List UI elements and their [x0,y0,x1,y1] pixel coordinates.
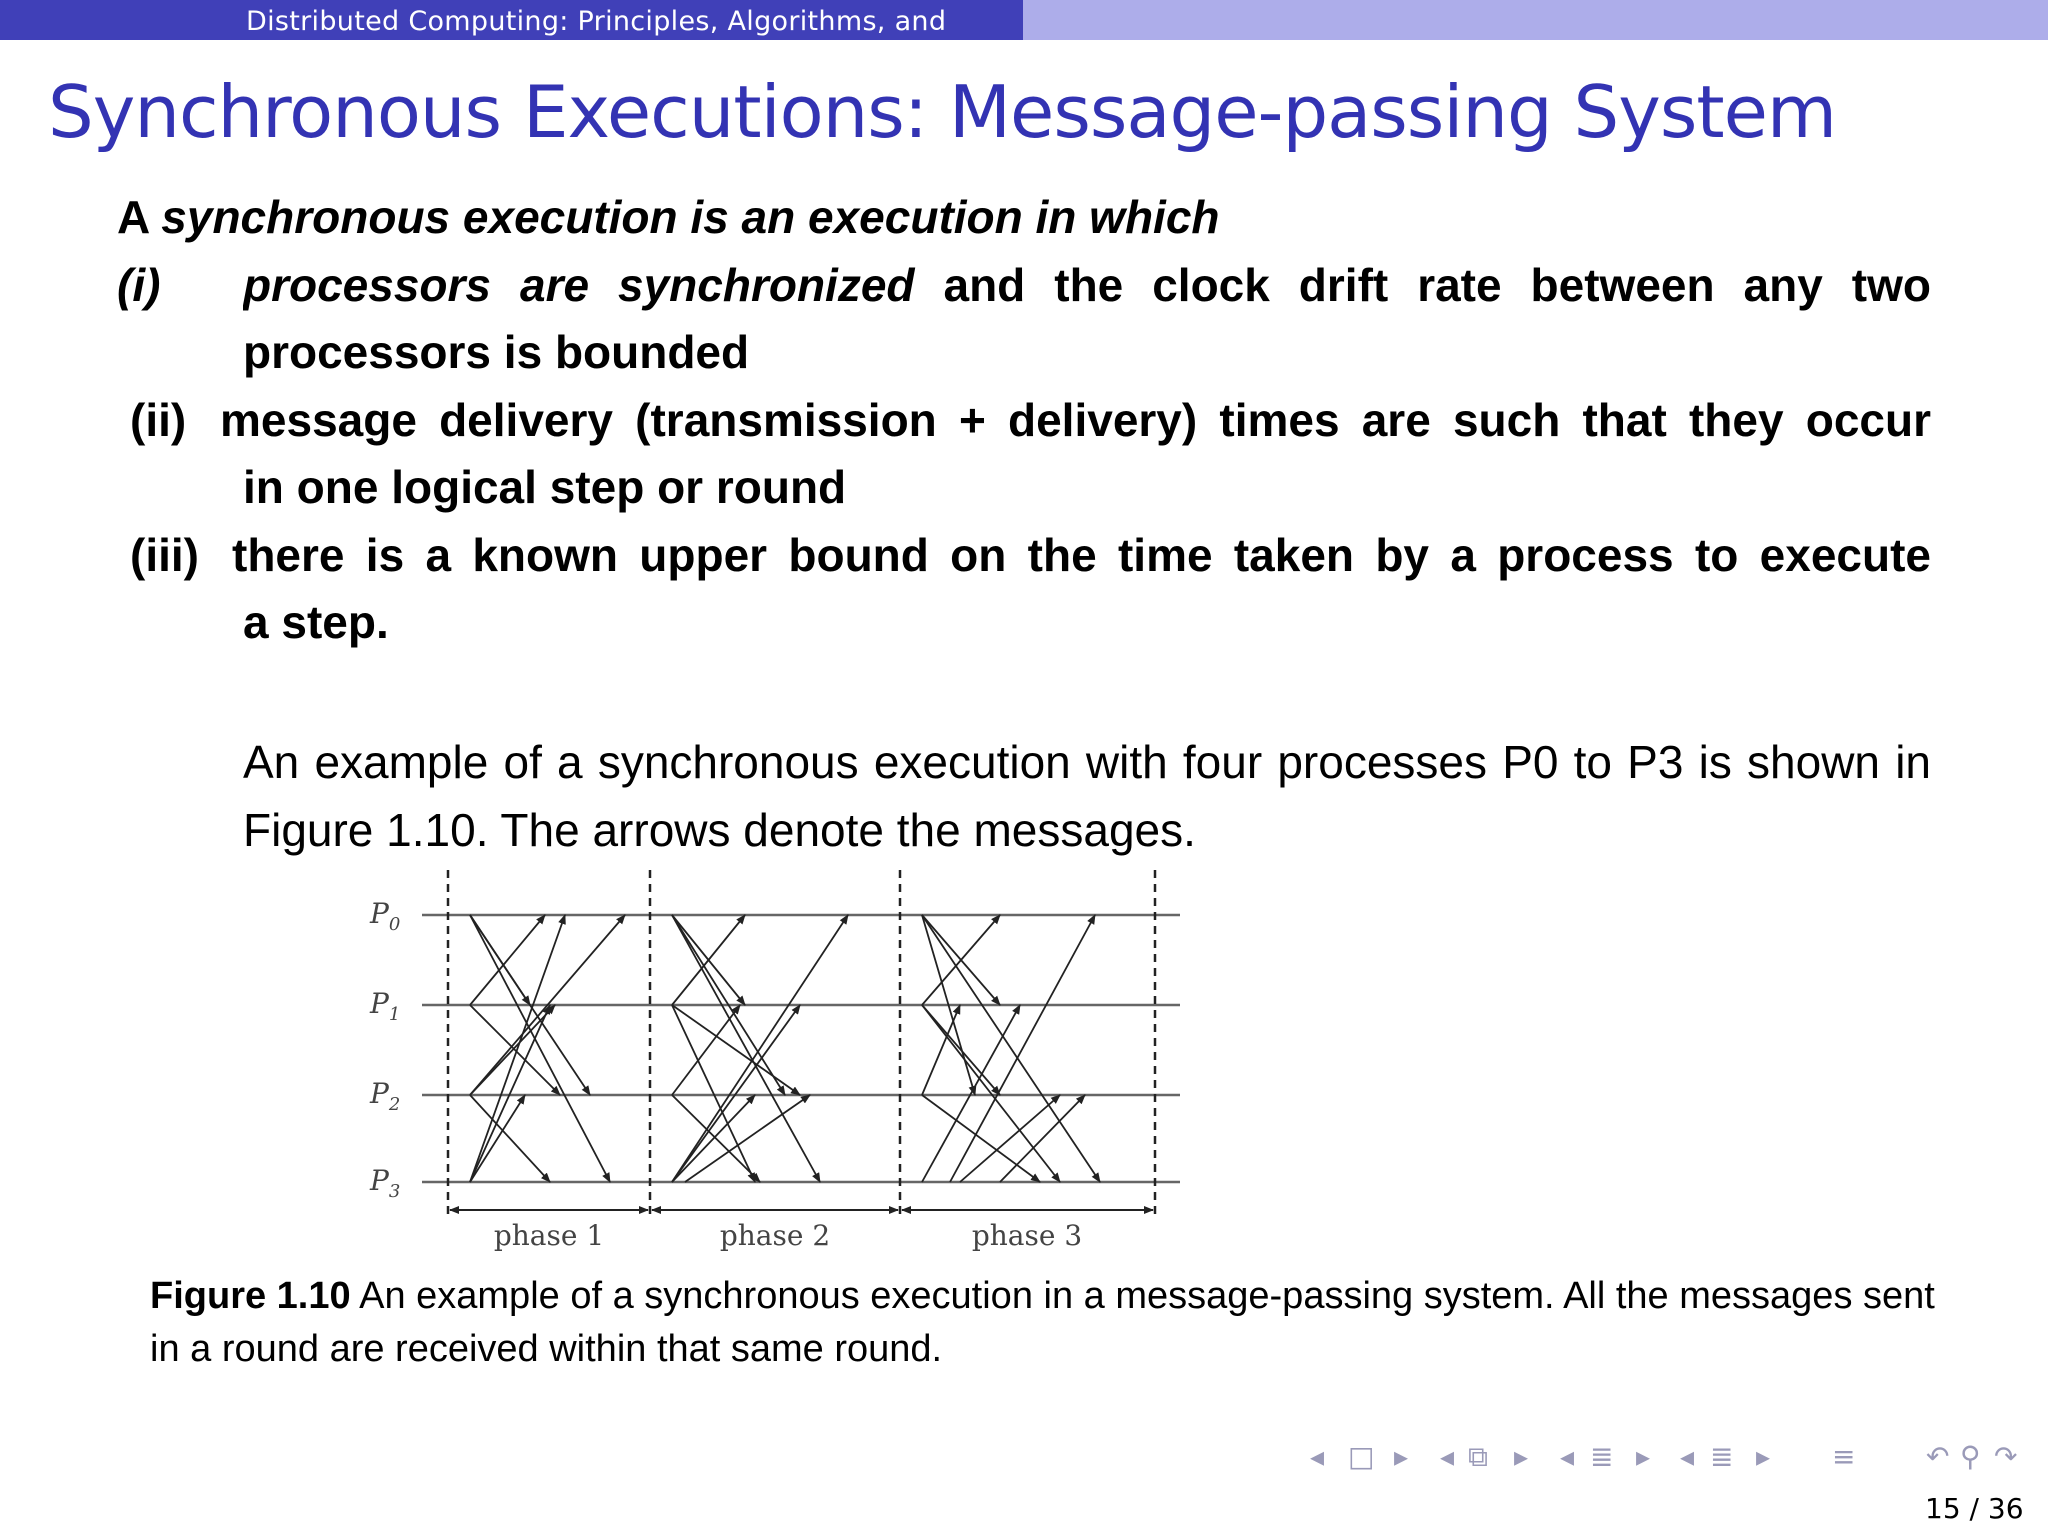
page-current: 15 [1925,1492,1961,1525]
message-arrow [922,1005,960,1095]
header-bar [0,0,2048,40]
header-bar-left [0,0,1023,40]
message-arrow [470,915,610,1182]
nav-prev-icon[interactable]: ◂ [1440,1440,1455,1473]
page-indicator [1925,1492,2024,1525]
process-label: $P_3$ [370,1164,401,1202]
frame-icon[interactable]: □ [1348,1440,1375,1473]
item2-line [220,393,1931,449]
item1-continuation: processors is bounded [243,326,750,378]
item3-continuation: a step. [243,596,389,648]
section-icon[interactable]: ≣ [1590,1440,1614,1473]
subsection-icon[interactable]: ⧉ [1468,1440,1488,1473]
phase-label: phase 2 [719,1219,831,1252]
phase-label: phase 3 [971,1219,1083,1252]
message-arrow [470,915,545,1005]
item2-marker: (ii) [130,394,187,446]
nav-next-icon[interactable]: ▸ [1394,1440,1409,1473]
definition-intro [117,190,1220,244]
message-arrow [1000,1095,1085,1182]
nav-prev-icon[interactable]: ◂ [1560,1440,1575,1473]
redo-icon[interactable]: ↷ [1994,1440,2018,1473]
process-label: $P_1$ [370,987,401,1025]
figure-synchronous-execution [360,860,1190,1260]
header-bar-right [1023,0,2048,40]
beamer-navigation [1310,1440,2030,1480]
page-separator: / [1969,1492,1979,1525]
nav-next-icon[interactable]: ▸ [1514,1440,1529,1473]
message-arrow [960,1095,1060,1182]
item3-line [232,528,1931,584]
item1-rest: and the clock drift rate between any two [914,259,1931,311]
caption-label: Figure 1.10 [150,1275,351,1317]
item3-text: there is a known upper bound on the time taken by a process to execute [232,529,1931,581]
message-arrow [922,1005,1000,1095]
item2-text: message delivery (transmission + delivery) times are such that they occur [220,394,1931,446]
nav-prev-icon[interactable]: ◂ [1680,1440,1695,1473]
message-arrow [672,915,820,1182]
section-icon[interactable]: ≣ [1710,1440,1734,1473]
undo-icon[interactable]: ↶ [1926,1440,1950,1473]
nav-next-icon[interactable]: ▸ [1756,1440,1771,1473]
caption-text: An example of a synchronous execution in a message-passing system. All the messages sent in a round are received within that same round. [150,1275,1935,1370]
nav-prev-icon[interactable]: ◂ [1310,1440,1325,1473]
slide-title: Synchronous Executions: Message-passing System [48,70,1837,154]
item2-continuation: in one logical step or round [243,461,847,513]
message-arrow [922,1095,1040,1182]
align-icon[interactable]: ≡ [1832,1440,1856,1473]
message-arrow [470,1005,550,1182]
phase-label: phase 1 [493,1219,605,1252]
message-arrow [672,1005,755,1182]
nav-next-icon[interactable]: ▸ [1636,1440,1651,1473]
item1-line [243,258,1931,314]
process-label: $P_0$ [370,897,401,935]
item1-marker: (i) [117,259,161,311]
page-total: 36 [1987,1492,2024,1525]
header-title: Distributed Computing: Principles, Algorithms, and [246,6,947,37]
example-paragraph: An example of a synchronous execution with four processes P0 to P3 is shown in Figure 1.10. The arrows denote the messages. [243,736,1931,856]
item1-italic: processors are synchronized [243,259,915,311]
message-arrow [470,1095,550,1182]
definition-intro-prefix: A [117,191,162,243]
message-arrow [470,915,565,1182]
message-arrow [470,1095,525,1182]
search-icon[interactable]: ⚲ [1960,1440,1981,1473]
message-arrow [672,915,848,1182]
item3-marker: (iii) [130,529,199,581]
process-label: $P_2$ [370,1077,401,1115]
figure-caption [150,1270,1950,1376]
message-arrow [672,1005,740,1095]
definition-intro-italic: synchronous execution is an execution in which [161,191,1220,243]
